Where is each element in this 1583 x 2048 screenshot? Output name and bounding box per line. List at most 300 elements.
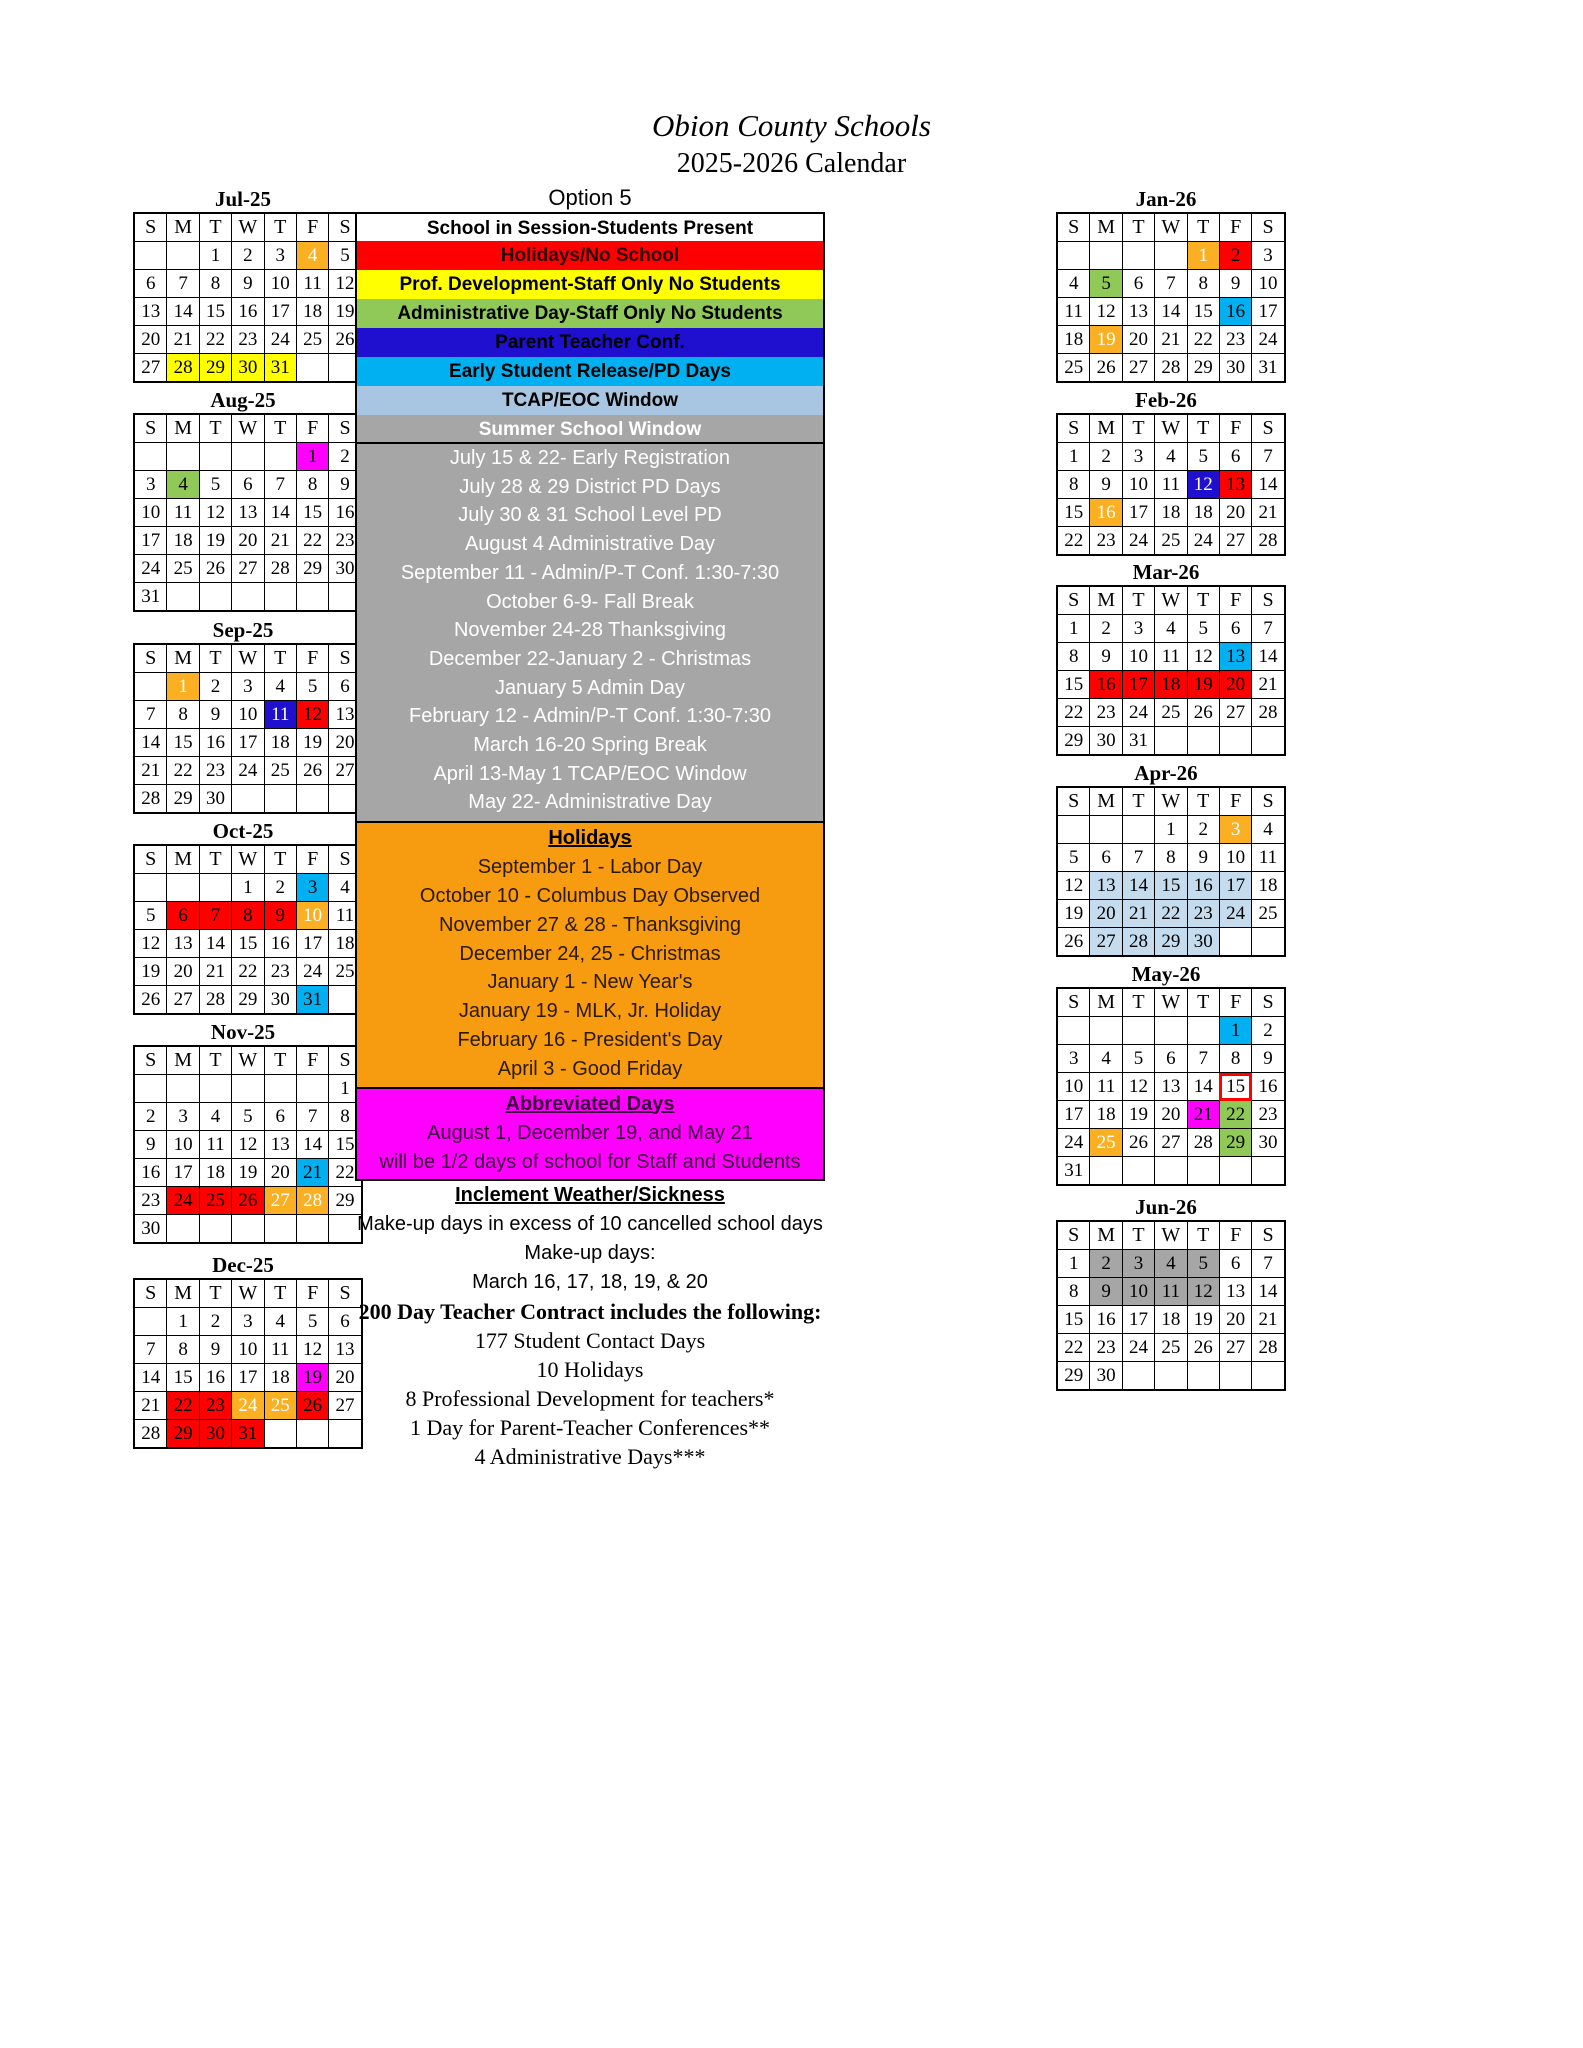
- day-cell[interactable]: 24: [1057, 1129, 1090, 1157]
- day-cell[interactable]: 5: [232, 1103, 264, 1131]
- day-cell[interactable]: 27: [1219, 1334, 1251, 1362]
- day-cell[interactable]: 26: [199, 555, 231, 583]
- day-cell[interactable]: 10: [134, 499, 167, 527]
- day-cell[interactable]: 12: [1187, 643, 1219, 671]
- day-cell[interactable]: 2: [329, 443, 362, 471]
- day-cell[interactable]: 25: [1057, 354, 1090, 383]
- day-cell[interactable]: 18: [1090, 1101, 1122, 1129]
- day-cell[interactable]: 10: [1122, 471, 1154, 499]
- day-cell[interactable]: 6: [167, 902, 199, 930]
- day-cell[interactable]: 20: [167, 958, 199, 986]
- day-cell[interactable]: 26: [1187, 1334, 1219, 1362]
- day-cell[interactable]: 7: [1252, 615, 1285, 643]
- day-cell[interactable]: 9: [232, 270, 264, 298]
- day-cell[interactable]: 14: [1252, 643, 1285, 671]
- day-cell[interactable]: 12: [134, 930, 167, 958]
- day-cell[interactable]: 17: [296, 930, 328, 958]
- day-cell[interactable]: 9: [1090, 1278, 1122, 1306]
- day-cell[interactable]: 7: [1187, 1045, 1219, 1073]
- day-cell[interactable]: 5: [296, 673, 328, 701]
- day-cell[interactable]: 23: [1090, 527, 1122, 556]
- day-cell[interactable]: 9: [264, 902, 296, 930]
- day-cell[interactable]: 5: [296, 1308, 328, 1336]
- day-cell[interactable]: 25: [264, 1392, 296, 1420]
- day-cell[interactable]: 17: [134, 527, 167, 555]
- day-cell[interactable]: 17: [1219, 872, 1251, 900]
- day-cell[interactable]: 25: [1090, 1129, 1122, 1157]
- day-cell[interactable]: 15: [329, 1131, 362, 1159]
- day-cell[interactable]: 8: [199, 270, 231, 298]
- day-cell[interactable]: 5: [199, 471, 231, 499]
- day-cell[interactable]: 4: [1057, 270, 1090, 298]
- day-cell[interactable]: 31: [232, 1420, 264, 1449]
- day-cell[interactable]: 20: [1155, 1101, 1187, 1129]
- day-cell[interactable]: 27: [134, 354, 167, 383]
- day-cell[interactable]: 3: [296, 874, 328, 902]
- day-cell[interactable]: 28: [1252, 699, 1285, 727]
- day-cell[interactable]: 28: [1252, 527, 1285, 556]
- day-cell[interactable]: 2: [1219, 242, 1251, 270]
- day-cell[interactable]: 31: [264, 354, 296, 383]
- day-cell[interactable]: 30: [264, 986, 296, 1015]
- day-cell[interactable]: 1: [1187, 242, 1219, 270]
- day-cell[interactable]: 1: [199, 242, 231, 270]
- day-cell[interactable]: 15: [1155, 872, 1187, 900]
- day-cell[interactable]: 4: [264, 673, 296, 701]
- day-cell[interactable]: 16: [199, 1364, 231, 1392]
- day-cell[interactable]: 13: [167, 930, 199, 958]
- day-cell[interactable]: 3: [264, 242, 296, 270]
- day-cell[interactable]: 5: [1090, 270, 1122, 298]
- day-cell[interactable]: 2: [264, 874, 296, 902]
- day-cell[interactable]: 5: [1187, 1250, 1219, 1278]
- day-cell[interactable]: 7: [167, 270, 199, 298]
- day-cell[interactable]: 6: [1122, 270, 1154, 298]
- day-cell[interactable]: 4: [199, 1103, 231, 1131]
- day-cell[interactable]: 9: [1252, 1045, 1285, 1073]
- day-cell[interactable]: 19: [1122, 1101, 1154, 1129]
- day-cell[interactable]: 26: [1122, 1129, 1154, 1157]
- day-cell[interactable]: 28: [134, 785, 167, 814]
- day-cell[interactable]: 19: [1090, 326, 1122, 354]
- day-cell[interactable]: 20: [232, 527, 264, 555]
- day-cell[interactable]: 22: [1187, 326, 1219, 354]
- day-cell[interactable]: 26: [296, 757, 328, 785]
- day-cell[interactable]: 18: [1252, 872, 1285, 900]
- day-cell[interactable]: 20: [264, 1159, 296, 1187]
- day-cell[interactable]: 31: [1122, 727, 1154, 756]
- day-cell[interactable]: 4: [1252, 816, 1285, 844]
- day-cell[interactable]: 13: [1219, 643, 1251, 671]
- day-cell[interactable]: 13: [1090, 872, 1122, 900]
- day-cell[interactable]: 16: [199, 729, 231, 757]
- day-cell[interactable]: 18: [167, 527, 199, 555]
- day-cell[interactable]: 22: [1057, 1334, 1090, 1362]
- day-cell[interactable]: 27: [1219, 527, 1251, 556]
- day-cell[interactable]: 28: [199, 986, 231, 1015]
- day-cell[interactable]: 19: [199, 527, 231, 555]
- day-cell[interactable]: 2: [1090, 1250, 1122, 1278]
- day-cell[interactable]: 11: [1090, 1073, 1122, 1101]
- day-cell[interactable]: 29: [329, 1187, 362, 1215]
- day-cell[interactable]: 9: [199, 701, 231, 729]
- day-cell[interactable]: 3: [232, 673, 264, 701]
- day-cell[interactable]: 14: [134, 1364, 167, 1392]
- day-cell[interactable]: 25: [296, 326, 328, 354]
- day-cell[interactable]: 15: [199, 298, 231, 326]
- day-cell[interactable]: 28: [264, 555, 296, 583]
- day-cell[interactable]: 29: [1057, 727, 1090, 756]
- day-cell[interactable]: 21: [1122, 900, 1154, 928]
- day-cell[interactable]: 25: [167, 555, 199, 583]
- day-cell[interactable]: 18: [264, 729, 296, 757]
- day-cell[interactable]: 15: [1057, 671, 1090, 699]
- day-cell[interactable]: 5: [1057, 844, 1090, 872]
- day-cell[interactable]: 30: [1219, 354, 1251, 383]
- day-cell[interactable]: 14: [296, 1131, 328, 1159]
- day-cell[interactable]: 29: [1187, 354, 1219, 383]
- day-cell[interactable]: 13: [232, 499, 264, 527]
- day-cell[interactable]: 1: [1057, 1250, 1090, 1278]
- day-cell[interactable]: 2: [199, 673, 231, 701]
- day-cell[interactable]: 25: [1155, 527, 1187, 556]
- day-cell[interactable]: 6: [1155, 1045, 1187, 1073]
- day-cell[interactable]: 26: [329, 326, 362, 354]
- day-cell[interactable]: 27: [1219, 699, 1251, 727]
- day-cell[interactable]: 18: [199, 1159, 231, 1187]
- day-cell[interactable]: 19: [296, 1364, 328, 1392]
- day-cell[interactable]: 17: [1122, 499, 1154, 527]
- day-cell[interactable]: 20: [1122, 326, 1154, 354]
- day-cell[interactable]: 22: [199, 326, 231, 354]
- day-cell[interactable]: 30: [134, 1215, 167, 1244]
- day-cell[interactable]: 5: [134, 902, 167, 930]
- day-cell[interactable]: 31: [296, 986, 328, 1015]
- day-cell[interactable]: 20: [1219, 671, 1251, 699]
- day-cell[interactable]: 21: [167, 326, 199, 354]
- day-cell[interactable]: 8: [1155, 844, 1187, 872]
- day-cell[interactable]: 29: [1219, 1129, 1251, 1157]
- day-cell[interactable]: 30: [1187, 928, 1219, 957]
- day-cell[interactable]: 18: [264, 1364, 296, 1392]
- day-cell[interactable]: 16: [1090, 1306, 1122, 1334]
- day-cell[interactable]: 27: [329, 1392, 362, 1420]
- day-cell[interactable]: 15: [1219, 1073, 1251, 1101]
- day-cell[interactable]: 27: [232, 555, 264, 583]
- day-cell[interactable]: 2: [1187, 816, 1219, 844]
- day-cell[interactable]: 17: [264, 298, 296, 326]
- day-cell[interactable]: 27: [1122, 354, 1154, 383]
- day-cell[interactable]: 16: [329, 499, 362, 527]
- day-cell[interactable]: 21: [134, 1392, 167, 1420]
- day-cell[interactable]: 14: [134, 729, 167, 757]
- day-cell[interactable]: 8: [1219, 1045, 1251, 1073]
- day-cell[interactable]: 2: [1252, 1017, 1285, 1045]
- day-cell[interactable]: 10: [296, 902, 328, 930]
- day-cell[interactable]: 25: [1155, 699, 1187, 727]
- day-cell[interactable]: 17: [232, 1364, 264, 1392]
- day-cell[interactable]: 21: [134, 757, 167, 785]
- day-cell[interactable]: 25: [329, 958, 362, 986]
- day-cell[interactable]: 6: [1090, 844, 1122, 872]
- day-cell[interactable]: 26: [296, 1392, 328, 1420]
- day-cell[interactable]: 30: [232, 354, 264, 383]
- day-cell[interactable]: 20: [134, 326, 167, 354]
- day-cell[interactable]: 31: [1252, 354, 1285, 383]
- day-cell[interactable]: 18: [1057, 326, 1090, 354]
- day-cell[interactable]: 10: [1057, 1073, 1090, 1101]
- day-cell[interactable]: 28: [1155, 354, 1187, 383]
- day-cell[interactable]: 11: [1155, 471, 1187, 499]
- day-cell[interactable]: 4: [296, 242, 328, 270]
- day-cell[interactable]: 24: [232, 1392, 264, 1420]
- day-cell[interactable]: 23: [134, 1187, 167, 1215]
- day-cell[interactable]: 11: [1155, 643, 1187, 671]
- day-cell[interactable]: 21: [1252, 1306, 1285, 1334]
- day-cell[interactable]: 21: [199, 958, 231, 986]
- day-cell[interactable]: 8: [1187, 270, 1219, 298]
- day-cell[interactable]: 22: [329, 1159, 362, 1187]
- day-cell[interactable]: 18: [329, 930, 362, 958]
- day-cell[interactable]: 12: [1090, 298, 1122, 326]
- day-cell[interactable]: 24: [1122, 1334, 1154, 1362]
- day-cell[interactable]: 23: [232, 326, 264, 354]
- day-cell[interactable]: 1: [1155, 816, 1187, 844]
- day-cell[interactable]: 24: [264, 326, 296, 354]
- day-cell[interactable]: 13: [329, 1336, 362, 1364]
- day-cell[interactable]: 15: [167, 729, 199, 757]
- day-cell[interactable]: 7: [1122, 844, 1154, 872]
- day-cell[interactable]: 9: [329, 471, 362, 499]
- day-cell[interactable]: 17: [1252, 298, 1285, 326]
- day-cell[interactable]: 12: [296, 1336, 328, 1364]
- day-cell[interactable]: 19: [232, 1159, 264, 1187]
- day-cell[interactable]: 4: [264, 1308, 296, 1336]
- day-cell[interactable]: 6: [1219, 443, 1251, 471]
- day-cell[interactable]: 28: [167, 354, 199, 383]
- day-cell[interactable]: 3: [1252, 242, 1285, 270]
- day-cell[interactable]: 4: [1155, 443, 1187, 471]
- day-cell[interactable]: 1: [329, 1075, 362, 1103]
- day-cell[interactable]: 3: [134, 471, 167, 499]
- day-cell[interactable]: 6: [329, 673, 362, 701]
- day-cell[interactable]: 23: [264, 958, 296, 986]
- day-cell[interactable]: 21: [296, 1159, 328, 1187]
- day-cell[interactable]: 26: [1187, 699, 1219, 727]
- day-cell[interactable]: 11: [329, 902, 362, 930]
- day-cell[interactable]: 7: [1252, 443, 1285, 471]
- day-cell[interactable]: 1: [167, 673, 199, 701]
- day-cell[interactable]: 23: [1219, 326, 1251, 354]
- day-cell[interactable]: 28: [1122, 928, 1154, 957]
- day-cell[interactable]: 8: [232, 902, 264, 930]
- day-cell[interactable]: 10: [167, 1131, 199, 1159]
- day-cell[interactable]: 17: [1122, 671, 1154, 699]
- day-cell[interactable]: 19: [296, 729, 328, 757]
- day-cell[interactable]: 26: [1090, 354, 1122, 383]
- day-cell[interactable]: 8: [329, 1103, 362, 1131]
- day-cell[interactable]: 19: [329, 298, 362, 326]
- day-cell[interactable]: 9: [134, 1131, 167, 1159]
- day-cell[interactable]: 12: [1187, 471, 1219, 499]
- day-cell[interactable]: 7: [296, 1103, 328, 1131]
- day-cell[interactable]: 12: [199, 499, 231, 527]
- day-cell[interactable]: 1: [296, 443, 328, 471]
- day-cell[interactable]: 30: [1252, 1129, 1285, 1157]
- day-cell[interactable]: 29: [1155, 928, 1187, 957]
- day-cell[interactable]: 21: [1252, 671, 1285, 699]
- day-cell[interactable]: 20: [1090, 900, 1122, 928]
- day-cell[interactable]: 28: [296, 1187, 328, 1215]
- day-cell[interactable]: 24: [1252, 326, 1285, 354]
- day-cell[interactable]: 3: [1122, 615, 1154, 643]
- day-cell[interactable]: 23: [1252, 1101, 1285, 1129]
- day-cell[interactable]: 1: [167, 1308, 199, 1336]
- day-cell[interactable]: 23: [199, 1392, 231, 1420]
- day-cell[interactable]: 8: [1057, 643, 1090, 671]
- day-cell[interactable]: 6: [1219, 615, 1251, 643]
- day-cell[interactable]: 19: [134, 958, 167, 986]
- day-cell[interactable]: 24: [167, 1187, 199, 1215]
- day-cell[interactable]: 28: [134, 1420, 167, 1449]
- day-cell[interactable]: 17: [1122, 1306, 1154, 1334]
- day-cell[interactable]: 8: [1057, 1278, 1090, 1306]
- day-cell[interactable]: 6: [232, 471, 264, 499]
- day-cell[interactable]: 11: [296, 270, 328, 298]
- day-cell[interactable]: 11: [1155, 1278, 1187, 1306]
- day-cell[interactable]: 4: [1155, 615, 1187, 643]
- day-cell[interactable]: 12: [329, 270, 362, 298]
- day-cell[interactable]: 3: [232, 1308, 264, 1336]
- day-cell[interactable]: 26: [1057, 928, 1090, 957]
- day-cell[interactable]: 23: [199, 757, 231, 785]
- day-cell[interactable]: 16: [1187, 872, 1219, 900]
- day-cell[interactable]: 17: [167, 1159, 199, 1187]
- day-cell[interactable]: 16: [232, 298, 264, 326]
- day-cell[interactable]: 11: [1252, 844, 1285, 872]
- day-cell[interactable]: 5: [1187, 443, 1219, 471]
- day-cell[interactable]: 18: [1155, 671, 1187, 699]
- day-cell[interactable]: 17: [1057, 1101, 1090, 1129]
- day-cell[interactable]: 7: [264, 471, 296, 499]
- day-cell[interactable]: 13: [1219, 1278, 1251, 1306]
- day-cell[interactable]: 25: [199, 1187, 231, 1215]
- day-cell[interactable]: 1: [1057, 443, 1090, 471]
- day-cell[interactable]: 12: [1057, 872, 1090, 900]
- day-cell[interactable]: 2: [134, 1103, 167, 1131]
- day-cell[interactable]: 7: [134, 701, 167, 729]
- day-cell[interactable]: 14: [1187, 1073, 1219, 1101]
- day-cell[interactable]: 2: [1090, 615, 1122, 643]
- day-cell[interactable]: 21: [264, 527, 296, 555]
- day-cell[interactable]: 20: [329, 1364, 362, 1392]
- day-cell[interactable]: 18: [296, 298, 328, 326]
- day-cell[interactable]: 9: [1090, 643, 1122, 671]
- day-cell[interactable]: 29: [232, 986, 264, 1015]
- day-cell[interactable]: 7: [134, 1336, 167, 1364]
- day-cell[interactable]: 27: [1155, 1129, 1187, 1157]
- day-cell[interactable]: 24: [134, 555, 167, 583]
- day-cell[interactable]: 30: [329, 555, 362, 583]
- day-cell[interactable]: 3: [1219, 816, 1251, 844]
- day-cell[interactable]: 24: [1122, 699, 1154, 727]
- day-cell[interactable]: 20: [1219, 499, 1251, 527]
- day-cell[interactable]: 12: [1187, 1278, 1219, 1306]
- day-cell[interactable]: 16: [1219, 298, 1251, 326]
- day-cell[interactable]: 10: [232, 1336, 264, 1364]
- day-cell[interactable]: 4: [167, 471, 199, 499]
- day-cell[interactable]: 14: [1252, 471, 1285, 499]
- day-cell[interactable]: 2: [199, 1308, 231, 1336]
- day-cell[interactable]: 29: [1057, 1362, 1090, 1391]
- day-cell[interactable]: 18: [1155, 1306, 1187, 1334]
- day-cell[interactable]: 10: [1219, 844, 1251, 872]
- day-cell[interactable]: 3: [167, 1103, 199, 1131]
- day-cell[interactable]: 2: [1090, 443, 1122, 471]
- day-cell[interactable]: 29: [296, 555, 328, 583]
- day-cell[interactable]: 22: [232, 958, 264, 986]
- day-cell[interactable]: 8: [167, 1336, 199, 1364]
- day-cell[interactable]: 24: [1187, 527, 1219, 556]
- day-cell[interactable]: 15: [1187, 298, 1219, 326]
- day-cell[interactable]: 3: [1057, 1045, 1090, 1073]
- day-cell[interactable]: 8: [296, 471, 328, 499]
- day-cell[interactable]: 29: [167, 1420, 199, 1449]
- day-cell[interactable]: 27: [264, 1187, 296, 1215]
- day-cell[interactable]: 21: [1155, 326, 1187, 354]
- day-cell[interactable]: 14: [1122, 872, 1154, 900]
- day-cell[interactable]: 1: [1057, 615, 1090, 643]
- day-cell[interactable]: 1: [1219, 1017, 1251, 1045]
- day-cell[interactable]: 16: [1090, 499, 1122, 527]
- day-cell[interactable]: 25: [264, 757, 296, 785]
- day-cell[interactable]: 4: [1090, 1045, 1122, 1073]
- day-cell[interactable]: 3: [1122, 1250, 1154, 1278]
- day-cell[interactable]: 20: [1219, 1306, 1251, 1334]
- day-cell[interactable]: 1: [232, 874, 264, 902]
- day-cell[interactable]: 24: [1122, 527, 1154, 556]
- day-cell[interactable]: 5: [329, 242, 362, 270]
- day-cell[interactable]: 7: [1252, 1250, 1285, 1278]
- day-cell[interactable]: 16: [1252, 1073, 1285, 1101]
- day-cell[interactable]: 27: [167, 986, 199, 1015]
- day-cell[interactable]: 20: [329, 729, 362, 757]
- day-cell[interactable]: 17: [232, 729, 264, 757]
- day-cell[interactable]: 6: [329, 1308, 362, 1336]
- day-cell[interactable]: 21: [1187, 1101, 1219, 1129]
- day-cell[interactable]: 15: [1057, 1306, 1090, 1334]
- day-cell[interactable]: 28: [1187, 1129, 1219, 1157]
- day-cell[interactable]: 18: [1155, 499, 1187, 527]
- day-cell[interactable]: 22: [1155, 900, 1187, 928]
- day-cell[interactable]: 15: [232, 930, 264, 958]
- day-cell[interactable]: 27: [329, 757, 362, 785]
- day-cell[interactable]: 12: [1122, 1073, 1154, 1101]
- day-cell[interactable]: 13: [329, 701, 362, 729]
- day-cell[interactable]: 5: [1187, 615, 1219, 643]
- day-cell[interactable]: 12: [232, 1131, 264, 1159]
- day-cell[interactable]: 22: [167, 1392, 199, 1420]
- day-cell[interactable]: 13: [1219, 471, 1251, 499]
- day-cell[interactable]: 29: [167, 785, 199, 814]
- day-cell[interactable]: 11: [167, 499, 199, 527]
- day-cell[interactable]: 22: [1219, 1101, 1251, 1129]
- day-cell[interactable]: 13: [1122, 298, 1154, 326]
- day-cell[interactable]: 13: [134, 298, 167, 326]
- day-cell[interactable]: 21: [1252, 499, 1285, 527]
- day-cell[interactable]: 19: [1057, 900, 1090, 928]
- day-cell[interactable]: 6: [264, 1103, 296, 1131]
